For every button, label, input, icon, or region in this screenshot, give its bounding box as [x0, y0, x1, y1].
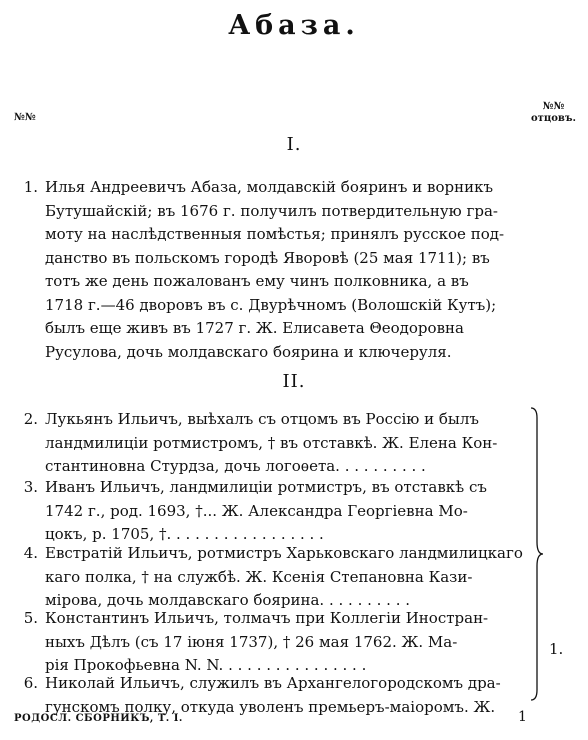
entry-line: рія Прокофьевна N. N. . . . . . . . . . . . . . . . — [45, 656, 367, 674]
entry-number: 1. — [23, 178, 38, 196]
page-title: Абаза. — [228, 10, 360, 41]
column-left-label: №№ — [14, 112, 36, 123]
entry-line: данство въ польскомъ городѣ Яворовѣ (25 мая 1711); въ — [45, 248, 490, 267]
entry-text — [45, 607, 525, 678]
entry-line: Константинъ Ильичъ, толмачъ при Коллегіи Иностран- — [45, 609, 489, 627]
entry-line: стантиновна Стурдза, дочь логоѳета. . . . . . . . . . — [45, 457, 426, 475]
entry-line: ныхъ Дѣлъ (съ 17 іюня 1737), † 26 мая 1762. Ж. Ма- — [45, 632, 458, 651]
entry-line: Бутушайскій; въ 1676 г. получилъ потвердительную гра- — [45, 201, 498, 220]
entry-line: 1718 г.—46 дворовъ въ с. Двурѣчномъ (Волошскій Кутъ); — [45, 295, 497, 314]
entry-line: гунскомъ полку, откуда уволенъ премьеръ-маіоромъ. Ж. — [45, 697, 496, 716]
parent-reference: 1. — [549, 640, 564, 658]
entry-line: Иванъ Ильичъ, ландмилиціи ротмистръ, въ отставкѣ съ — [45, 478, 487, 496]
entry-text — [45, 672, 525, 719]
entry-line: ландмилиціи ротмистромъ, † въ отставкѣ. Ж. Елена Кон- — [45, 433, 498, 452]
entry-line: тотъ же день пожалованъ ему чинъ полковника, а въ — [45, 272, 469, 290]
entry-line: моту на наслѣдственныя помѣстья; принялъ русское под- — [45, 225, 505, 243]
entry-line: 1742 г., род. 1693, †... Ж. Александра Георгіевна Мо- — [45, 501, 468, 520]
footer-collection-label: РОДОСЛ. СБОРНИКЪ, Т. I. — [14, 713, 183, 724]
entry-number: 3. — [23, 478, 38, 496]
column-right-label — [531, 101, 576, 125]
entry-number: 2. — [23, 410, 38, 428]
entry-line: Илья Андреевичъ Абаза, молдавскій бояринъ и ворникъ — [45, 178, 494, 196]
entry-number: 4. — [23, 544, 38, 562]
entry-line: Русулова, дочь молдавскаго боярина и ключеруля. — [45, 342, 452, 361]
entry-line: каго полка, † на службѣ. Ж. Ксенія Степановна Кази- — [45, 567, 473, 586]
entry-line: цокъ, р. 1705, †. . . . . . . . . . . . . . . . . — [45, 525, 324, 543]
entry-line: Николай Ильичъ, служилъ въ Архангелогородскомъ дра- — [45, 674, 501, 692]
entry-line: Евстратій Ильичъ, ротмистръ Харьковскаго ландмилицкаго — [45, 544, 523, 562]
entry-number: 6. — [23, 674, 38, 692]
page-number: 1 — [518, 709, 527, 725]
curly-brace — [530, 406, 544, 702]
entry-text — [45, 476, 525, 547]
column-right-label-num: №№ — [542, 101, 565, 112]
section-heading-2: II. — [282, 371, 306, 392]
column-right-label-text: отцовъ. — [530, 113, 576, 124]
entry-text — [45, 176, 525, 364]
entry-line: Лукьянъ Ильичъ, выѣхалъ съ отцомъ въ Россію и былъ — [45, 410, 479, 428]
entry-text — [45, 542, 525, 613]
entry-number: 5. — [23, 609, 38, 627]
entry-line: былъ еще живъ въ 1727 г. Ж. Елисавета Θеодоровна — [45, 319, 464, 337]
entry-line: мірова, дочь молдавскаго боярина. . . . . . . . . . — [45, 591, 411, 609]
section-heading-1: I. — [286, 134, 302, 155]
entry-text — [45, 408, 525, 479]
